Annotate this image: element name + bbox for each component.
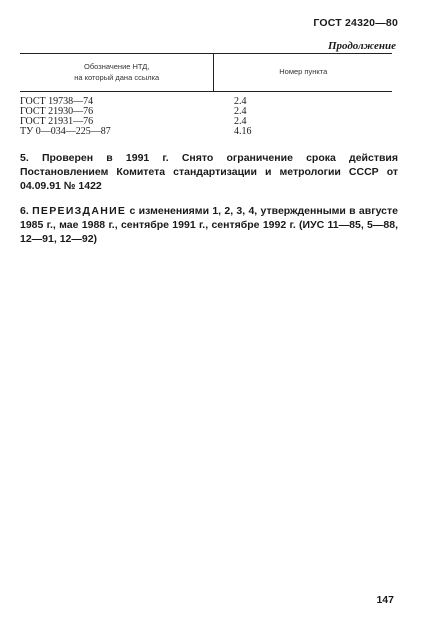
reference-table bbox=[20, 53, 392, 137]
table-header-row bbox=[20, 54, 392, 92]
item-5-paragraph bbox=[20, 151, 398, 193]
cell-document: ГОСТ 21930—76 bbox=[20, 106, 94, 117]
cell-document: ГОСТ 21931—76 bbox=[20, 116, 94, 127]
table-row bbox=[20, 127, 392, 137]
column-header-document-line1: Обозначение НТД, bbox=[84, 62, 150, 72]
cell-document: ТУ 0—034—225—87 bbox=[20, 126, 111, 137]
cell-clause: 2.4 bbox=[233, 96, 247, 107]
item-6-text: с изменениями 1, 2, 3, 4, утвержденными в августе 1985 г., мае 1988 г., сентябре 1991 г., сентябре 1992 г. (ИУС 11—85, 5—88, 12—91, 12—92) bbox=[20, 205, 398, 245]
continued-label: Продолжение bbox=[327, 40, 396, 52]
cell-clause: 2.4 bbox=[233, 106, 247, 117]
document-code: ГОСТ 24320—80 bbox=[313, 17, 398, 29]
cell-clause: 4.16 bbox=[233, 126, 252, 137]
item-6-heading: ПЕРЕИЗДАНИЕ bbox=[32, 205, 127, 217]
item-6-number: 6. bbox=[20, 205, 29, 217]
column-header-document bbox=[20, 54, 214, 92]
item-5-number: 5. bbox=[20, 152, 29, 164]
cell-document: ГОСТ 19738—74 bbox=[20, 96, 94, 107]
item-5-text: Проверен в 1991 г. Снято ограничение срока действия Постановлением Комитета стандартизации и метрологии СССР от 04.09.91 № 1422 bbox=[20, 152, 399, 192]
column-header-clause: Номер пункта bbox=[214, 54, 392, 92]
item-6-paragraph bbox=[20, 204, 398, 246]
cell-clause: 2.4 bbox=[233, 116, 247, 127]
table-row bbox=[20, 92, 392, 108]
page-number: 147 bbox=[376, 594, 394, 606]
column-header-document-line2: на который дана ссылка bbox=[74, 72, 160, 82]
